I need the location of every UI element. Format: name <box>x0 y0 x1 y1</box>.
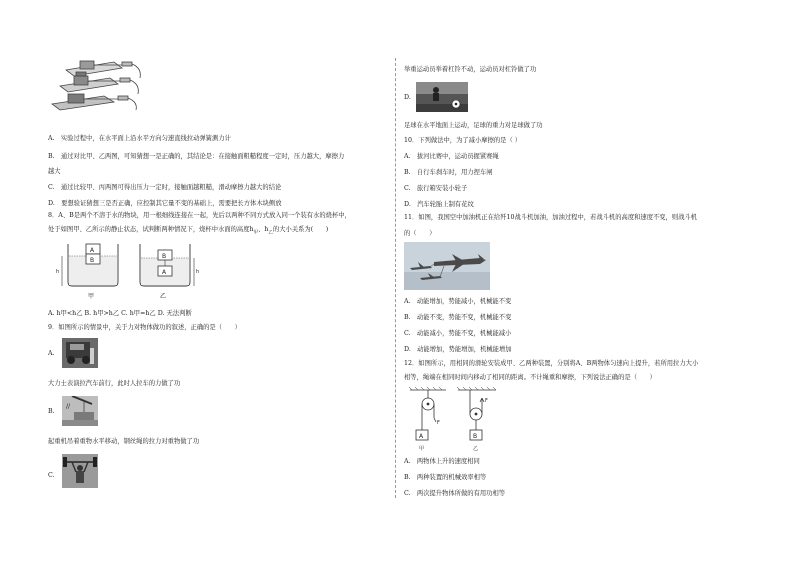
q9-b-crane-photo <box>62 396 98 426</box>
q12-option-a[interactable]: A. 两物体上升的速度相同 <box>404 458 480 465</box>
pulley-jia-block-a: A <box>419 433 424 440</box>
column-divider <box>395 58 396 498</box>
svg-text://: // <box>66 403 71 410</box>
q12-stem-line2: 相等，绳端在相同时间内移动了相同的距离。不计绳重和摩擦，下列说法正确的是（ ） <box>404 374 656 381</box>
q8-stem-end: 的大小关系为( ) <box>272 226 329 233</box>
beaker-yi-block-a: A <box>162 269 167 276</box>
left-column <box>48 0 388 562</box>
q9-option-d-label[interactable]: D. <box>404 94 411 101</box>
q10-option-b[interactable]: B. 自行车刹车时，用力捏车闸 <box>404 169 493 176</box>
beaker-yi <box>140 244 199 300</box>
q10-stem: 10．下列做法中，为了减小摩擦的是（ ） <box>404 137 522 144</box>
q8-options[interactable]: A. h甲<h乙 B. h甲>h乙 C. h甲=h乙 D. 无法判断 <box>48 310 192 317</box>
q10-option-a[interactable]: A. 拔河比赛中，运动员握紧赛绳 <box>404 153 499 160</box>
q9-stem: 9．如图所示的情景中，关于力对物体做功的叙述，正确的是（ ） <box>48 324 241 331</box>
beaker-jia-h: h <box>56 269 60 275</box>
q11-option-d[interactable]: D. 动能增加，势能增加，机械能增加 <box>404 346 512 353</box>
q9-option-b-label[interactable]: B. <box>48 408 55 415</box>
q11-stem-line2: 的（ ） <box>404 230 436 237</box>
q9-option-a-label[interactable]: A. <box>48 350 55 357</box>
q12-stem-line1: 12．如图所示，用相同的滑轮安装成甲、乙两种装置，分别将A、B两物体匀速向上提升，若所用拉力大小 <box>404 360 699 367</box>
q12-option-c[interactable]: C. 两次提升物体所做的有用功相等 <box>404 490 506 497</box>
q8-beakers-figure <box>56 240 206 302</box>
q12-pulley-figure <box>406 384 502 454</box>
q9-a-truck-photo <box>62 338 98 368</box>
q11-option-b[interactable]: B. 动能不变，势能不变，机械能不变 <box>404 314 512 321</box>
q7-option-b-line2: 越大 <box>48 168 61 175</box>
pulley-yi-label: 乙 <box>473 446 479 452</box>
q9-d-football-photo <box>416 82 468 112</box>
beaker-jia-block-a: A <box>90 247 95 254</box>
pulley-jia-force-label: F <box>437 420 440 426</box>
right-column <box>404 0 754 562</box>
q9-option-b-text: 起重机吊着重物水平移动，钢丝绳的拉力对重物做了功 <box>48 438 200 445</box>
beaker-yi-h: h <box>196 269 200 275</box>
board-bottom <box>52 94 128 110</box>
q9-option-c-text: 举重运动员举着杠铃不动，运动员对杠铃做了功 <box>404 66 537 73</box>
q7-option-c[interactable]: C. 通过比较甲、丙两图可得出压力一定时，接触面越粗糙，滑动摩擦力越大的结论 <box>48 184 282 191</box>
q8-stem-line2 <box>48 226 328 237</box>
q10-option-d[interactable]: D. 汽车轮胎上制有花纹 <box>404 201 474 208</box>
q10-option-c[interactable]: C. 旅行箱安装小轮子 <box>404 185 468 192</box>
q8-stem-line1: 8．A、B是两个不溶于水的物块，用一根细线连接在一起，先后以两种不同方式放入同一个装有水的烧杯中， <box>48 212 351 219</box>
pulley-jia-label: 甲 <box>419 446 425 452</box>
beaker-yi-label: 乙 <box>160 293 167 300</box>
q8-stem-sep: 、h <box>258 226 269 233</box>
q12-option-b[interactable]: B. 两种装置的机械效率相等 <box>404 474 487 481</box>
q7-option-a[interactable]: A. 实验过程中，在水平面上沿水平方向匀速直线拉动弹簧测力计 <box>48 135 231 142</box>
beaker-yi-block-b: B <box>162 253 167 260</box>
q9-option-c-label[interactable]: C. <box>48 472 55 479</box>
q11-option-a[interactable]: A. 动能增加，势能减小，机械能不变 <box>404 298 512 305</box>
q7-option-b-line1[interactable]: B. 通过对比甲、乙两图，可知猜想一是正确的，其结论是：在接触面粗糙程度一定时，压力越大，摩擦力 <box>48 153 345 160</box>
beaker-jia-block-b: B <box>90 257 95 264</box>
q7-option-d[interactable]: D. 要想验证猜想三是否正确，应控制其它量不变的基础上，需要把长方体木块侧放 <box>48 200 282 207</box>
friction-experiment-figure <box>48 58 148 120</box>
q11-option-c[interactable]: C. 动能减小，势能不变，机械能减小 <box>404 330 512 337</box>
q8-sub-yi: 乙 <box>268 230 273 236</box>
q11-stem-line1: 11．如图，我国空中加油机正在给歼10战斗机加油，加油过程中，若战斗机的高度和速度不变，则战斗机 <box>404 214 698 221</box>
q8-stem-text: 处于如图甲、乙所示的静止状态，试判断两种情况下，烧杯中水面的高度h <box>48 226 254 233</box>
q9-c-weightlifter-photo <box>62 454 98 488</box>
q9-option-d-text: 足球在水平地面上运动，足球的重力对足球做了功 <box>404 122 543 129</box>
beaker-jia-label: 甲 <box>88 293 95 300</box>
q8-sub-jia: 甲 <box>253 230 259 236</box>
q11-refueling-aircraft-photo <box>404 242 490 290</box>
pulley-yi-force-label: F <box>485 398 488 404</box>
pulley-jia <box>409 387 446 452</box>
beaker-jia <box>56 244 118 300</box>
pulley-yi <box>457 387 496 452</box>
board-middle <box>60 72 130 92</box>
q9-option-a-text: 大力士表演拉汽车前行，此时人拉车的力做了功 <box>48 380 181 387</box>
pulley-yi-block-b: B <box>473 433 478 440</box>
